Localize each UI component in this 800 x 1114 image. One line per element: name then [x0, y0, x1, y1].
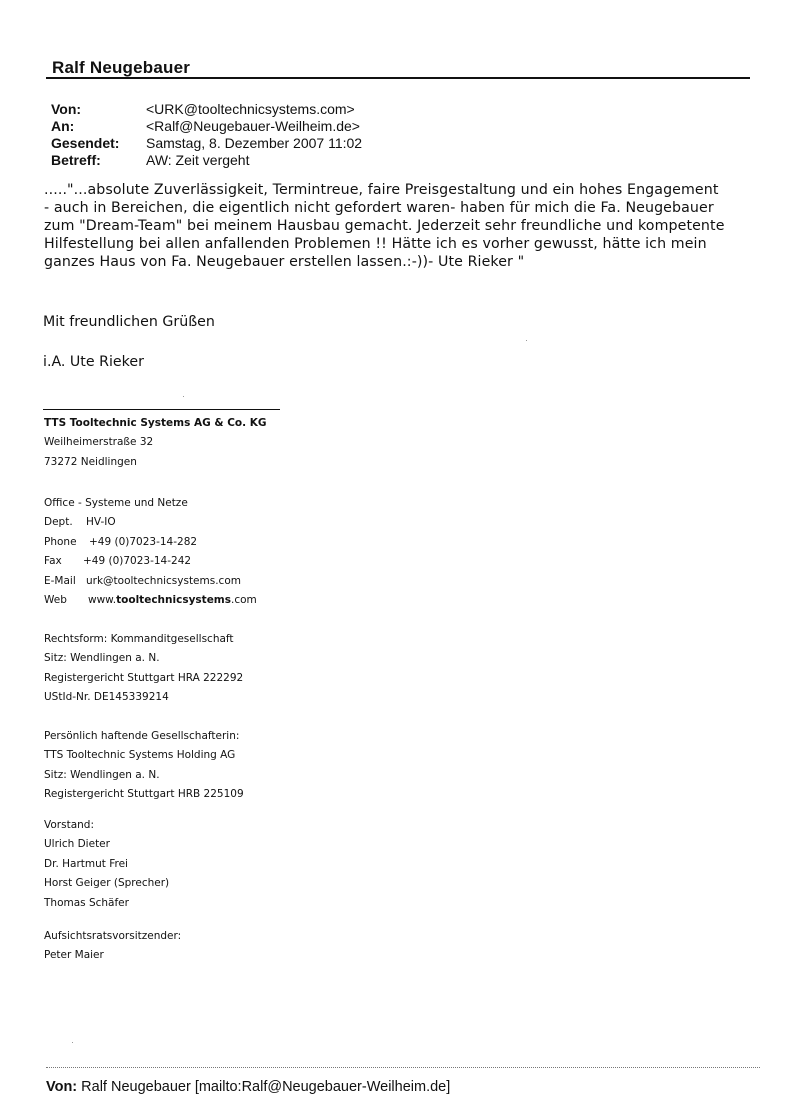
email-line — [44, 572, 257, 591]
board-member: Dr. Hartmut Frei — [44, 857, 128, 870]
partner-heading: Persönlich haftende Gesellschafterin: — [44, 730, 240, 742]
signature-supervisory — [44, 927, 181, 966]
signature-address — [44, 414, 267, 472]
company-name: TTS Tooltechnic Systems AG & Co. KG — [44, 417, 267, 429]
fax-label: Fax — [44, 555, 62, 568]
body-line: ....."...absolute Zuverlässigkeit, Termintreue, faire Preisgestaltung und ein hohes Engagement — [44, 182, 719, 198]
email-label: E-Mail — [44, 574, 76, 587]
body-line: zum "Dream-Team" bei meinem Hausbau gemacht. Jederzeit sehr freundliche und kompetente — [44, 218, 725, 234]
board-member: Thomas Schäfer — [44, 896, 129, 909]
partner-seat: Sitz: Wendlingen a. N. — [44, 768, 160, 781]
signature-board — [44, 816, 169, 913]
vat-id: UStId-Nr. DE145339214 — [44, 691, 169, 704]
dept-label: Dept. — [44, 516, 73, 529]
signature-divider — [43, 409, 280, 410]
signature-contact — [44, 494, 257, 610]
fax-value: +49 (0)7023-14-242 — [83, 555, 192, 568]
email-address[interactable]: urk@tooltechnicsystems.com — [86, 574, 241, 587]
to-field — [51, 118, 362, 135]
subject-value: AW: Zeit vergeht — [146, 152, 250, 168]
from-label: Von: — [51, 101, 82, 117]
sent-label: Gesendet: — [51, 135, 120, 151]
fax-line — [44, 552, 257, 571]
registered-seat: Sitz: Wendlingen a. N. — [44, 652, 160, 665]
phone-line — [44, 533, 257, 552]
page-header-name: Ralf Neugebauer — [52, 58, 191, 77]
phone-value: +49 (0)7023-14-282 — [89, 535, 198, 548]
subject-field — [51, 152, 362, 169]
email-header-fields — [51, 101, 362, 169]
from-value: <URK@tooltechnicsystems.com> — [146, 101, 355, 117]
quoted-from-line — [46, 1079, 450, 1095]
from-field — [51, 101, 362, 118]
footer-divider — [46, 1067, 760, 1068]
quoted-from-label: Von: — [46, 1079, 78, 1095]
partner-name: TTS Tooltechnic Systems Holding AG — [44, 749, 236, 762]
scan-speck — [183, 396, 184, 397]
header-divider — [46, 77, 750, 79]
street: Weilheimerstraße 32 — [44, 436, 154, 449]
scan-speck — [72, 1042, 73, 1043]
sent-value: Samstag, 8. Dezember 2007 11:02 — [146, 135, 363, 151]
sent-field — [51, 135, 362, 152]
subject-label: Betreff: — [51, 152, 101, 168]
board-member: Horst Geiger (Sprecher) — [44, 877, 170, 890]
legal-form: Rechtsform: Kommanditgesellschaft — [44, 633, 234, 645]
commercial-register: Registergericht Stuttgart HRA 222292 — [44, 671, 244, 684]
body-line: - auch in Bereichen, die eigentlich nicht gefordert waren- haben für mich die Fa. Neugebauer — [44, 200, 714, 216]
office: Office - Systeme und Netze — [44, 497, 188, 509]
email-body — [44, 181, 764, 271]
web-label: Web — [44, 594, 67, 607]
quoted-from-value: Ralf Neugebauer [mailto:Ralf@Neugebauer-Weilheim.de] — [81, 1079, 451, 1095]
body-line: ganzes Haus von Fa. Neugebauer erstellen lassen.:-))- Ute Rieker " — [44, 254, 525, 270]
board-heading: Vorstand: — [44, 819, 94, 831]
body-line: Hilfestellung bei allen anfallenden Problemen !! Hätte ich es vorher gewusst, hätte ich mein — [44, 236, 707, 252]
partner-register: Registergericht Stuttgart HRB 225109 — [44, 788, 244, 801]
greeting: Mit freundlichen Grüßen — [43, 314, 215, 330]
signature-legal — [44, 630, 243, 708]
to-label: An: — [51, 118, 75, 134]
scan-speck — [526, 340, 527, 341]
to-value: <Ralf@Neugebauer-Weilheim.de> — [146, 118, 360, 134]
supervisory-heading: Aufsichtsratsvorsitzender: — [44, 930, 182, 942]
web-line — [44, 591, 257, 610]
supervisory-chair: Peter Maier — [44, 949, 104, 962]
phone-label: Phone — [44, 535, 77, 548]
board-member: Ulrich Dieter — [44, 838, 110, 851]
signature-partner — [44, 727, 244, 805]
city: 73272 Neidlingen — [44, 455, 137, 468]
dept-line — [44, 513, 257, 532]
signoff: i.A. Ute Rieker — [43, 354, 144, 370]
website-link[interactable]: www.tooltechnicsystems.com — [88, 594, 257, 607]
dept-value: HV-IO — [86, 516, 116, 529]
